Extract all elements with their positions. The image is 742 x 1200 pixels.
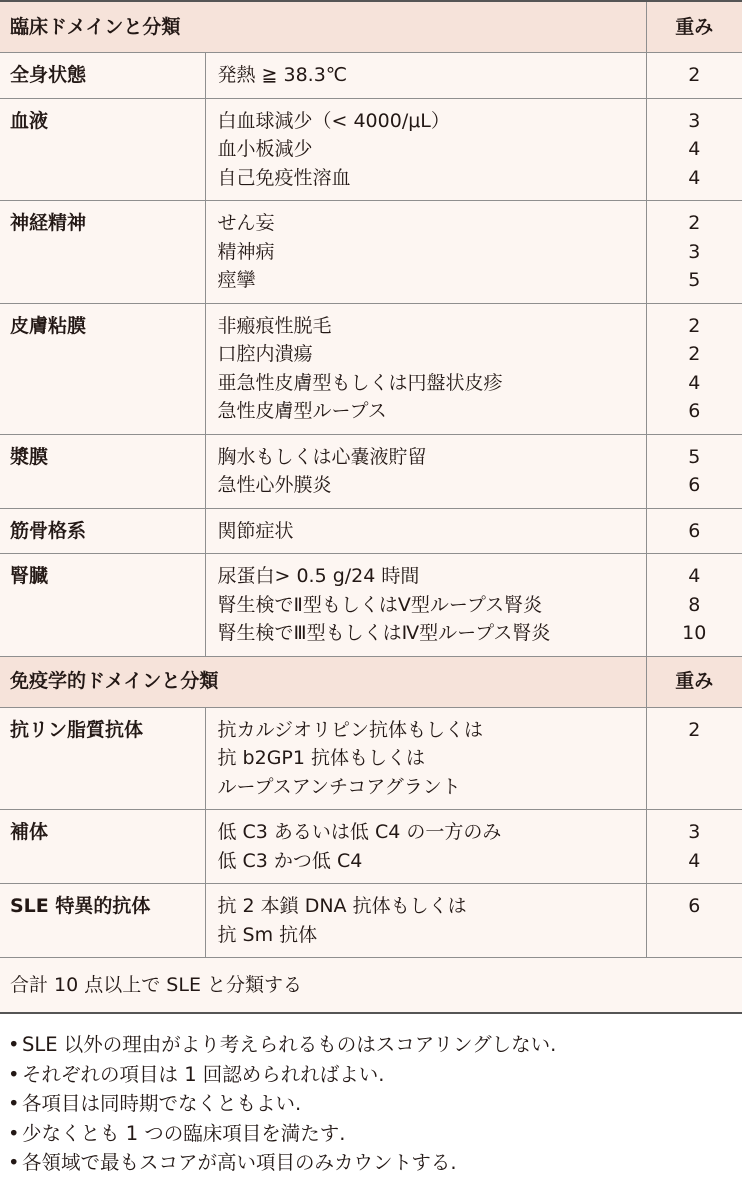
criteria-cell — [205, 554, 646, 657]
bullet-icon: • — [8, 1151, 20, 1174]
criterion-item: 関節症状 — [217, 519, 294, 542]
weight-value: 4 — [688, 565, 701, 587]
note-text: 各項目は同時期でなくともよい. — [22, 1092, 302, 1115]
criterion-item: 急性皮膚型ループス — [217, 400, 387, 422]
weight-value: 2 — [688, 343, 701, 365]
weight-cell — [646, 201, 742, 304]
criterion-item: せん妄 — [217, 212, 275, 234]
bullet-icon: • — [8, 1121, 20, 1145]
weight-cell — [646, 98, 742, 201]
table-row — [0, 508, 742, 554]
domain-cell: 皮膚粘膜 — [0, 303, 205, 434]
criterion-item: 口腔内潰瘍 — [217, 343, 313, 365]
weight-value: 4 — [688, 849, 701, 872]
clinical-domain-weight-header: 重み — [646, 1, 742, 53]
weight-value: 2 — [688, 212, 701, 234]
immunology-domain-weight-header: 重み — [646, 656, 742, 707]
criteria-cell — [205, 810, 646, 884]
domain-cell: 漿膜 — [0, 434, 205, 508]
weight-cell — [646, 884, 742, 958]
weight-cell — [646, 53, 742, 99]
weight-cell — [646, 508, 742, 554]
criteria-cell — [205, 201, 646, 304]
weight-value: 6 — [688, 519, 701, 542]
table-row — [0, 810, 742, 884]
criterion-item: 亜急性皮膚型もしくは円盤状皮疹 — [217, 371, 503, 394]
bullet-icon: • — [8, 1062, 20, 1086]
weight-value: 4 — [688, 166, 701, 189]
weight-value: 4 — [688, 371, 701, 394]
domain-cell: 抗リン脂質抗体 — [0, 707, 205, 810]
note-text: それぞれの項目は 1 回認められればよい. — [22, 1062, 385, 1086]
criterion-item: 胸水もしくは心嚢液貯留 — [217, 445, 427, 468]
weight-value: 6 — [688, 474, 701, 496]
criteria-cell — [205, 434, 646, 508]
bullet-icon: • — [8, 1092, 20, 1115]
domain-cell: 血液 — [0, 98, 205, 201]
criteria-cell — [205, 707, 646, 810]
weight-value: 6 — [688, 895, 701, 917]
criterion-item: 低 C3 あるいは低 C4 の一方のみ — [217, 821, 502, 843]
criterion-item: 抗 b2GP1 抗体もしくは — [217, 747, 425, 769]
criterion-item: 精神病 — [217, 240, 275, 263]
table-row — [0, 53, 742, 99]
criteria-cell — [205, 98, 646, 201]
weight-cell — [646, 303, 742, 434]
criterion-item: 血小板減少 — [217, 138, 313, 160]
note-text: 少なくとも 1 つの臨床項目を満たす. — [22, 1121, 346, 1145]
criteria-cell — [205, 53, 646, 99]
criteria-cell — [205, 884, 646, 958]
weight-cell — [646, 810, 742, 884]
criterion-item: 急性心外膜炎 — [217, 474, 332, 496]
note-item — [8, 1060, 742, 1090]
notes-list — [0, 1014, 742, 1178]
weight-value: 3 — [688, 240, 701, 263]
domain-cell: 神経精神 — [0, 201, 205, 304]
table-row — [0, 554, 742, 657]
table-row — [0, 98, 742, 201]
criterion-item: 自己免疫性溶血 — [217, 166, 351, 189]
weight-value: 2 — [688, 718, 701, 741]
criterion-item: 抗 Sm 抗体 — [217, 923, 318, 946]
total-text: 合計 10 点以上で SLE と分類する — [0, 958, 742, 1014]
table-row — [0, 303, 742, 434]
criteria-cell — [205, 303, 646, 434]
weight-value: 6 — [688, 400, 701, 422]
table-row — [0, 434, 742, 508]
table-row — [0, 707, 742, 810]
immunology-domain-header-row — [0, 656, 742, 707]
note-item — [8, 1030, 742, 1060]
total-row — [0, 958, 742, 1014]
criteria-table-body — [0, 1, 742, 1013]
criterion-item: 非瘢痕性脱毛 — [217, 314, 332, 337]
immunology-domain-header: 免疫学的ドメインと分類 — [0, 656, 646, 707]
note-item — [8, 1148, 742, 1178]
clinical-domain-header: 臨床ドメインと分類 — [0, 1, 646, 53]
weight-value: 2 — [688, 314, 701, 337]
weight-value: 4 — [688, 138, 701, 160]
domain-cell: 腎臓 — [0, 554, 205, 657]
domain-cell: 筋骨格系 — [0, 508, 205, 554]
bullet-icon: • — [8, 1033, 20, 1056]
weight-value: 8 — [688, 593, 701, 616]
weight-value: 2 — [688, 64, 701, 86]
weight-value: 5 — [688, 269, 701, 291]
weight-value: 5 — [688, 445, 701, 468]
criterion-item: 低 C3 かつ低 C4 — [217, 849, 363, 872]
weight-value: 10 — [682, 622, 707, 644]
note-item — [8, 1119, 742, 1149]
weight-cell — [646, 707, 742, 810]
table-row — [0, 884, 742, 958]
domain-cell: SLE 特異的抗体 — [0, 884, 205, 958]
criterion-item: 白血球減少（< 4000/μL） — [217, 109, 450, 132]
clinical-domain-header-row — [0, 1, 742, 53]
weight-value: 3 — [688, 821, 701, 843]
criterion-item: 腎生検でⅡ型もしくはⅤ型ループス腎炎 — [217, 593, 543, 616]
criterion-item: 痙攣 — [217, 269, 256, 291]
criterion-item: 抗カルジオリピン抗体もしくは — [217, 718, 484, 741]
weight-cell — [646, 434, 742, 508]
note-text: 各領域で最もスコアが高い項目のみカウントする. — [22, 1151, 457, 1174]
criterion-item: 抗 2 本鎖 DNA 抗体もしくは — [217, 895, 467, 917]
criterion-item: 腎生検でⅢ型もしくはⅣ型ループス腎炎 — [217, 622, 551, 644]
criterion-item: 尿蛋白> 0.5 g/24 時間 — [217, 565, 420, 587]
note-text: SLE 以外の理由がより考えられるものはスコアリングしない. — [22, 1033, 557, 1056]
domain-cell: 補体 — [0, 810, 205, 884]
criterion-item: ループスアンチコアグラント — [217, 775, 461, 798]
weight-cell — [646, 554, 742, 657]
note-item — [8, 1089, 742, 1119]
criteria-cell — [205, 508, 646, 554]
criterion-item: 発熱 ≧ 38.3℃ — [217, 64, 348, 86]
weight-value: 3 — [688, 109, 701, 132]
domain-cell: 全身状態 — [0, 53, 205, 99]
table-row — [0, 201, 742, 304]
